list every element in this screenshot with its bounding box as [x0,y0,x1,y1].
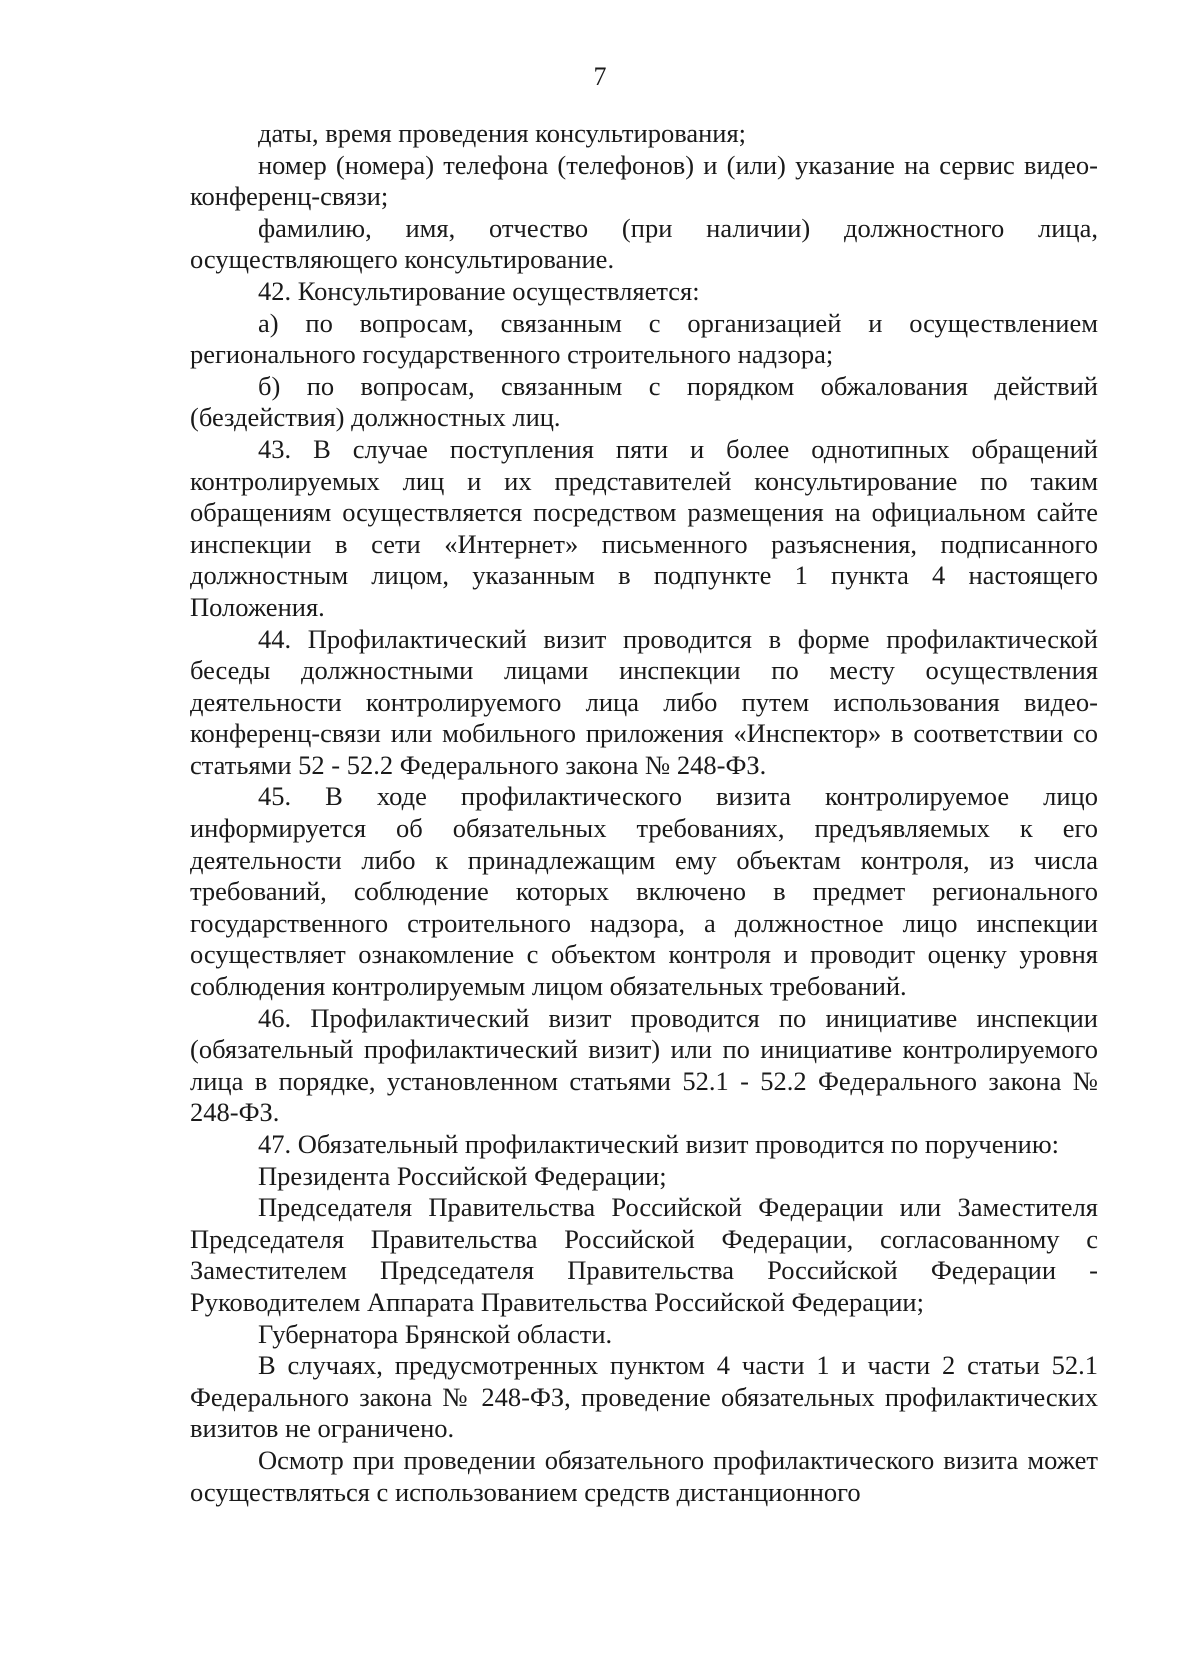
paragraph: Председателя Правительства Российской Федерации или Заместителя Председателя Правительства Российской Федерации, согласованному с Заместителем Председателя Правительства Российской Федерации - Руководителем Аппарата Правительства Российской Федерации; [190,1192,1098,1317]
paragraph: а) по вопросам, связанным с организацией и осуществлением регионального государственного строительного надзора; [190,307,1098,370]
paragraph: 42. Консультирование осуществляется: [258,275,700,306]
paragraph: В случаях, предусмотренных пунктом 4 части 1 и части 2 статьи 52.1 Федерального закона № 248-ФЗ, проведение обязательных профилактических визитов не ограничено. [190,1350,1098,1444]
paragraph: 45. В ходе профилактического визита контролируемое лицо информируется об обязательных требованиях, предъявляемых к его деятельности либо к принадлежащим ему объектам контроля, из числа требований, соблюдение которых включено в предмет регионального государственного строительного надзора, а должностное лицо инспекции осуществляет ознакомление с объектом контроля и проводит оценку уровня соблюдения контролируемым лицом обязательных требований. [190,781,1098,1002]
document-body [190,118,1098,1508]
paragraph: Президента Российской Федерации; [258,1160,667,1191]
paragraph: номер (номера) телефона (телефонов) и (или) указание на сервис видео-конференц-связи; [190,149,1098,212]
paragraph: 44. Профилактический визит проводится в форме профилактической беседы должностными лицами инспекции по месту осуществления деятельности контролируемого лица либо путем использования видео-конференц-связи или мобильного приложения «Инспектор» в соответствии со статьями 52 - 52.2 Федерального закона № 248-ФЗ. [190,623,1098,780]
paragraph: б) по вопросам, связанным с порядком обжалования действий (бездействия) должностных лиц. [190,370,1098,433]
paragraph: 46. Профилактический визит проводится по инициативе инспекции (обязательный профилактический визит) или по инициативе контролируемого лица в порядке, установленном статьями 52.1 - 52.2 Федерального закона № 248-ФЗ. [190,1002,1098,1128]
paragraph: 47. Обязательный профилактический визит проводится по поручению: [258,1129,1060,1159]
page-number: 7 [593,62,607,91]
paragraph: даты, время проведения консультирования; [258,118,747,148]
paragraph: 43. В случае поступления пяти и более однотипных обращений контролируемых лиц и их представителей консультирование по таким обращениям осуществляется посредством размещения на официальном сайте инспекции в сети «Интернет» письменного разъяснения, подписанного должностным лицом, указанным в подпункте 1 пункта 4 настоящего Положения. [190,433,1098,622]
paragraph: Губернатора Брянской области. [258,1318,613,1349]
paragraph: Осмотр при проведении обязательного профилактического визита может осуществляться с использованием средств дистанционного [190,1444,1098,1507]
paragraph: фамилию, имя, отчество (при наличии) должностного лица, осуществляющего консультирование. [190,212,1098,275]
